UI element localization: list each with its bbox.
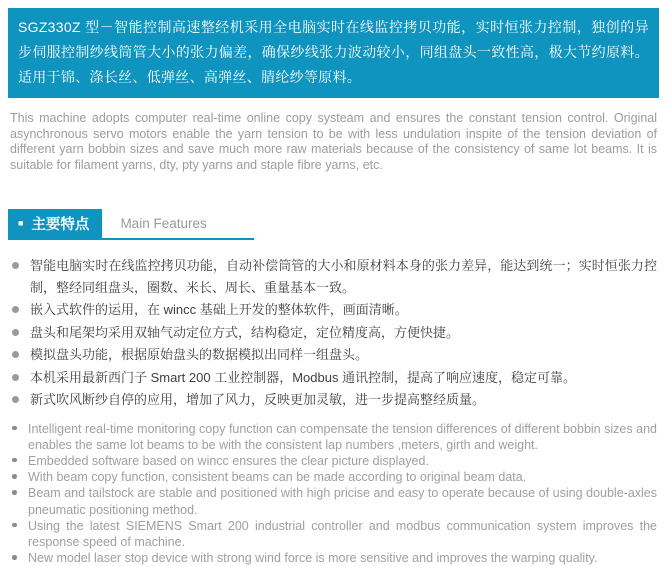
section-title-zh: 主要特点 (31, 213, 89, 234)
feature-text-en: Beam and tailstock are stable and positioned with high pricise and easy to operate because of using double-axles pneumatic positioning method. (28, 485, 657, 517)
feature-text-en: With beam copy function, consistent beams can be made according to original beam data. (28, 469, 526, 485)
feature-text-en: Intelligent real-time monitoring copy function can compensate the tension differences of different bobbin sizes and enables the same lot beams to be with the consistent lap numbers ,meters, girth and weight. (28, 421, 657, 453)
product-description-en: This machine adopts computer real-time online copy systeam and ensures the constant tension control. Original asynchronous servo motors enable the yarn tension to be with less undulation inspite of the tension deviation of different yarn bobbin sizes and save much more raw materials because of the consistency of same lot beams. It is suitable for filament yarns, dty, pty yarns and staple fibre yarns, etc. (10, 111, 657, 173)
feature-item-en (12, 485, 657, 517)
feature-text-zh: 盘头和尾架均采用双轴气动定位方式，结构稳定，定位精度高，方便快捷。 (30, 322, 459, 344)
dot-bullet-icon (12, 550, 28, 566)
circle-bullet-icon (12, 389, 30, 411)
feature-item-zh (12, 255, 657, 298)
features-list-zh (12, 255, 657, 411)
section-title-en: Main Features (102, 209, 206, 238)
feature-item-zh (12, 344, 657, 366)
feature-text-en: Embedded software based on wincc ensures the clear picture displayed. (28, 453, 429, 469)
brochure-page (0, 8, 667, 565)
circle-bullet-icon (12, 367, 30, 389)
feature-item-zh (12, 299, 657, 321)
circle-bullet-icon (12, 255, 30, 298)
circle-bullet-icon (12, 322, 30, 344)
feature-item-zh (12, 322, 657, 344)
feature-item-en (12, 421, 657, 453)
feature-text-zh: 嵌入式软件的运用，在 wincc 基础上开发的整体软件，画面清晰。 (30, 299, 408, 321)
section-title-zh-box (8, 209, 102, 238)
feature-text-en: New model laser stop device with strong wind force is more sensitive and improves the warping quality. (28, 550, 597, 566)
feature-text-zh: 智能电脑实时在线监控拷贝功能，自动补偿筒管的大小和原材料本身的张力差异，能达到统一；实时恒张力控制，整经同组盘头，圈数、米长、周长、重量基本一致。 (30, 255, 657, 298)
dot-bullet-icon (12, 421, 28, 453)
feature-item-en (12, 518, 657, 550)
feature-text-en: Using the latest SIEMENS Smart 200 industrial controller and modbus communication system improves the response speed of machine. (28, 518, 657, 550)
section-header (8, 209, 254, 240)
feature-item-en (12, 469, 657, 485)
feature-item-zh (12, 389, 657, 411)
feature-text-zh: 模拟盘头功能，根据原始盘头的数据模拟出同样一组盘头。 (30, 344, 368, 366)
feature-item-zh (12, 367, 657, 389)
product-banner (8, 8, 659, 98)
feature-item-en (12, 550, 657, 566)
dot-bullet-icon (12, 469, 28, 485)
dot-bullet-icon (12, 485, 28, 517)
dot-bullet-icon (12, 518, 28, 550)
features-list-en (12, 421, 657, 566)
product-description-zh: SGZ330Z 型－智能控制高速整经机采用全电脑实时在线监控拷贝功能，实时恒张力控制，独创的异步伺服控制纱线筒管大小的张力偏差，确保纱线张力波动较小，同组盘头一致性高，极大节约原料。适用于锦、涤长丝、低弹丝、高弹丝、腈纶纱等原料。 (18, 19, 649, 85)
dot-bullet-icon (12, 453, 28, 469)
square-bullet-icon: ■ (18, 219, 23, 228)
circle-bullet-icon (12, 344, 30, 366)
feature-text-zh: 新式吹风断纱自停的应用，增加了风力，反映更加灵敏，进一步提高整经质量。 (30, 389, 485, 411)
feature-text-zh: 本机采用最新西门子 Smart 200 工业控制器，Modbus 通讯控制，提高了响应速度，稳定可靠。 (30, 367, 576, 389)
circle-bullet-icon (12, 299, 30, 321)
feature-item-en (12, 453, 657, 469)
